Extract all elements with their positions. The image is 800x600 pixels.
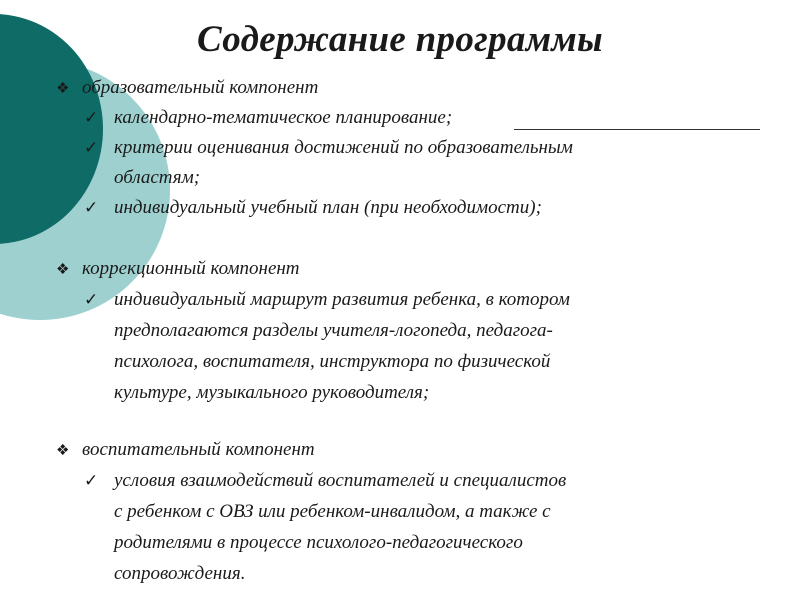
- section-correctional: [52, 256, 772, 408]
- diamond-bullet-icon: ❖: [56, 442, 70, 459]
- section-educational: [52, 75, 772, 223]
- section-heading-text: коррекционный компонент: [82, 258, 300, 279]
- checkmark-icon: ✓: [84, 290, 99, 309]
- slide-title: Содержание программы: [197, 19, 603, 60]
- list-item-text: областям;: [114, 167, 201, 188]
- section-heading-text: воспитательный компонент: [82, 439, 315, 460]
- diamond-bullet-icon: ❖: [56, 261, 70, 278]
- list-item: [52, 133, 772, 193]
- list-item-text: индивидуальный маршрут развития ребенка, в котором: [114, 289, 570, 310]
- checkmark-icon: ✓: [84, 471, 99, 490]
- checkmark-icon: ✓: [84, 138, 99, 157]
- diamond-bullet-icon: ❖: [56, 80, 70, 97]
- list-item: [52, 465, 772, 589]
- list-item-text: родителями в процессе психолого-педагогического: [114, 532, 523, 553]
- section-heading: [52, 75, 772, 101]
- checkmark-icon: ✓: [84, 108, 99, 127]
- list-item-text: условия взаимодействий воспитателей и специалистов: [114, 470, 567, 491]
- list-item-text: критерии оценивания достижений по образовательным: [114, 137, 573, 158]
- section-heading: [52, 437, 772, 463]
- list-item-text: календарно-тематическое планирование;: [114, 107, 453, 128]
- section-heading-text: образовательный компонент: [82, 77, 319, 98]
- section-heading: [52, 256, 772, 282]
- section-upbringing: [52, 437, 772, 589]
- list-item: [52, 284, 772, 408]
- list-item-text: с ребенком с ОВЗ или ребенком-инвалидом, а также с: [114, 501, 551, 522]
- list-item-text: культуре, музыкального руководителя;: [114, 382, 430, 403]
- list-item-text: психолога, воспитателя, инструктора по физической: [114, 351, 551, 372]
- list-item-text: сопровождения.: [114, 563, 246, 584]
- checkmark-icon: ✓: [84, 198, 99, 217]
- list-item-text: предполагаются разделы учителя-логопеда, педагога-: [114, 320, 553, 341]
- list-item: [52, 193, 772, 223]
- list-item-text: индивидуальный учебный план (при необходимости);: [114, 197, 542, 218]
- list-item: [52, 103, 772, 133]
